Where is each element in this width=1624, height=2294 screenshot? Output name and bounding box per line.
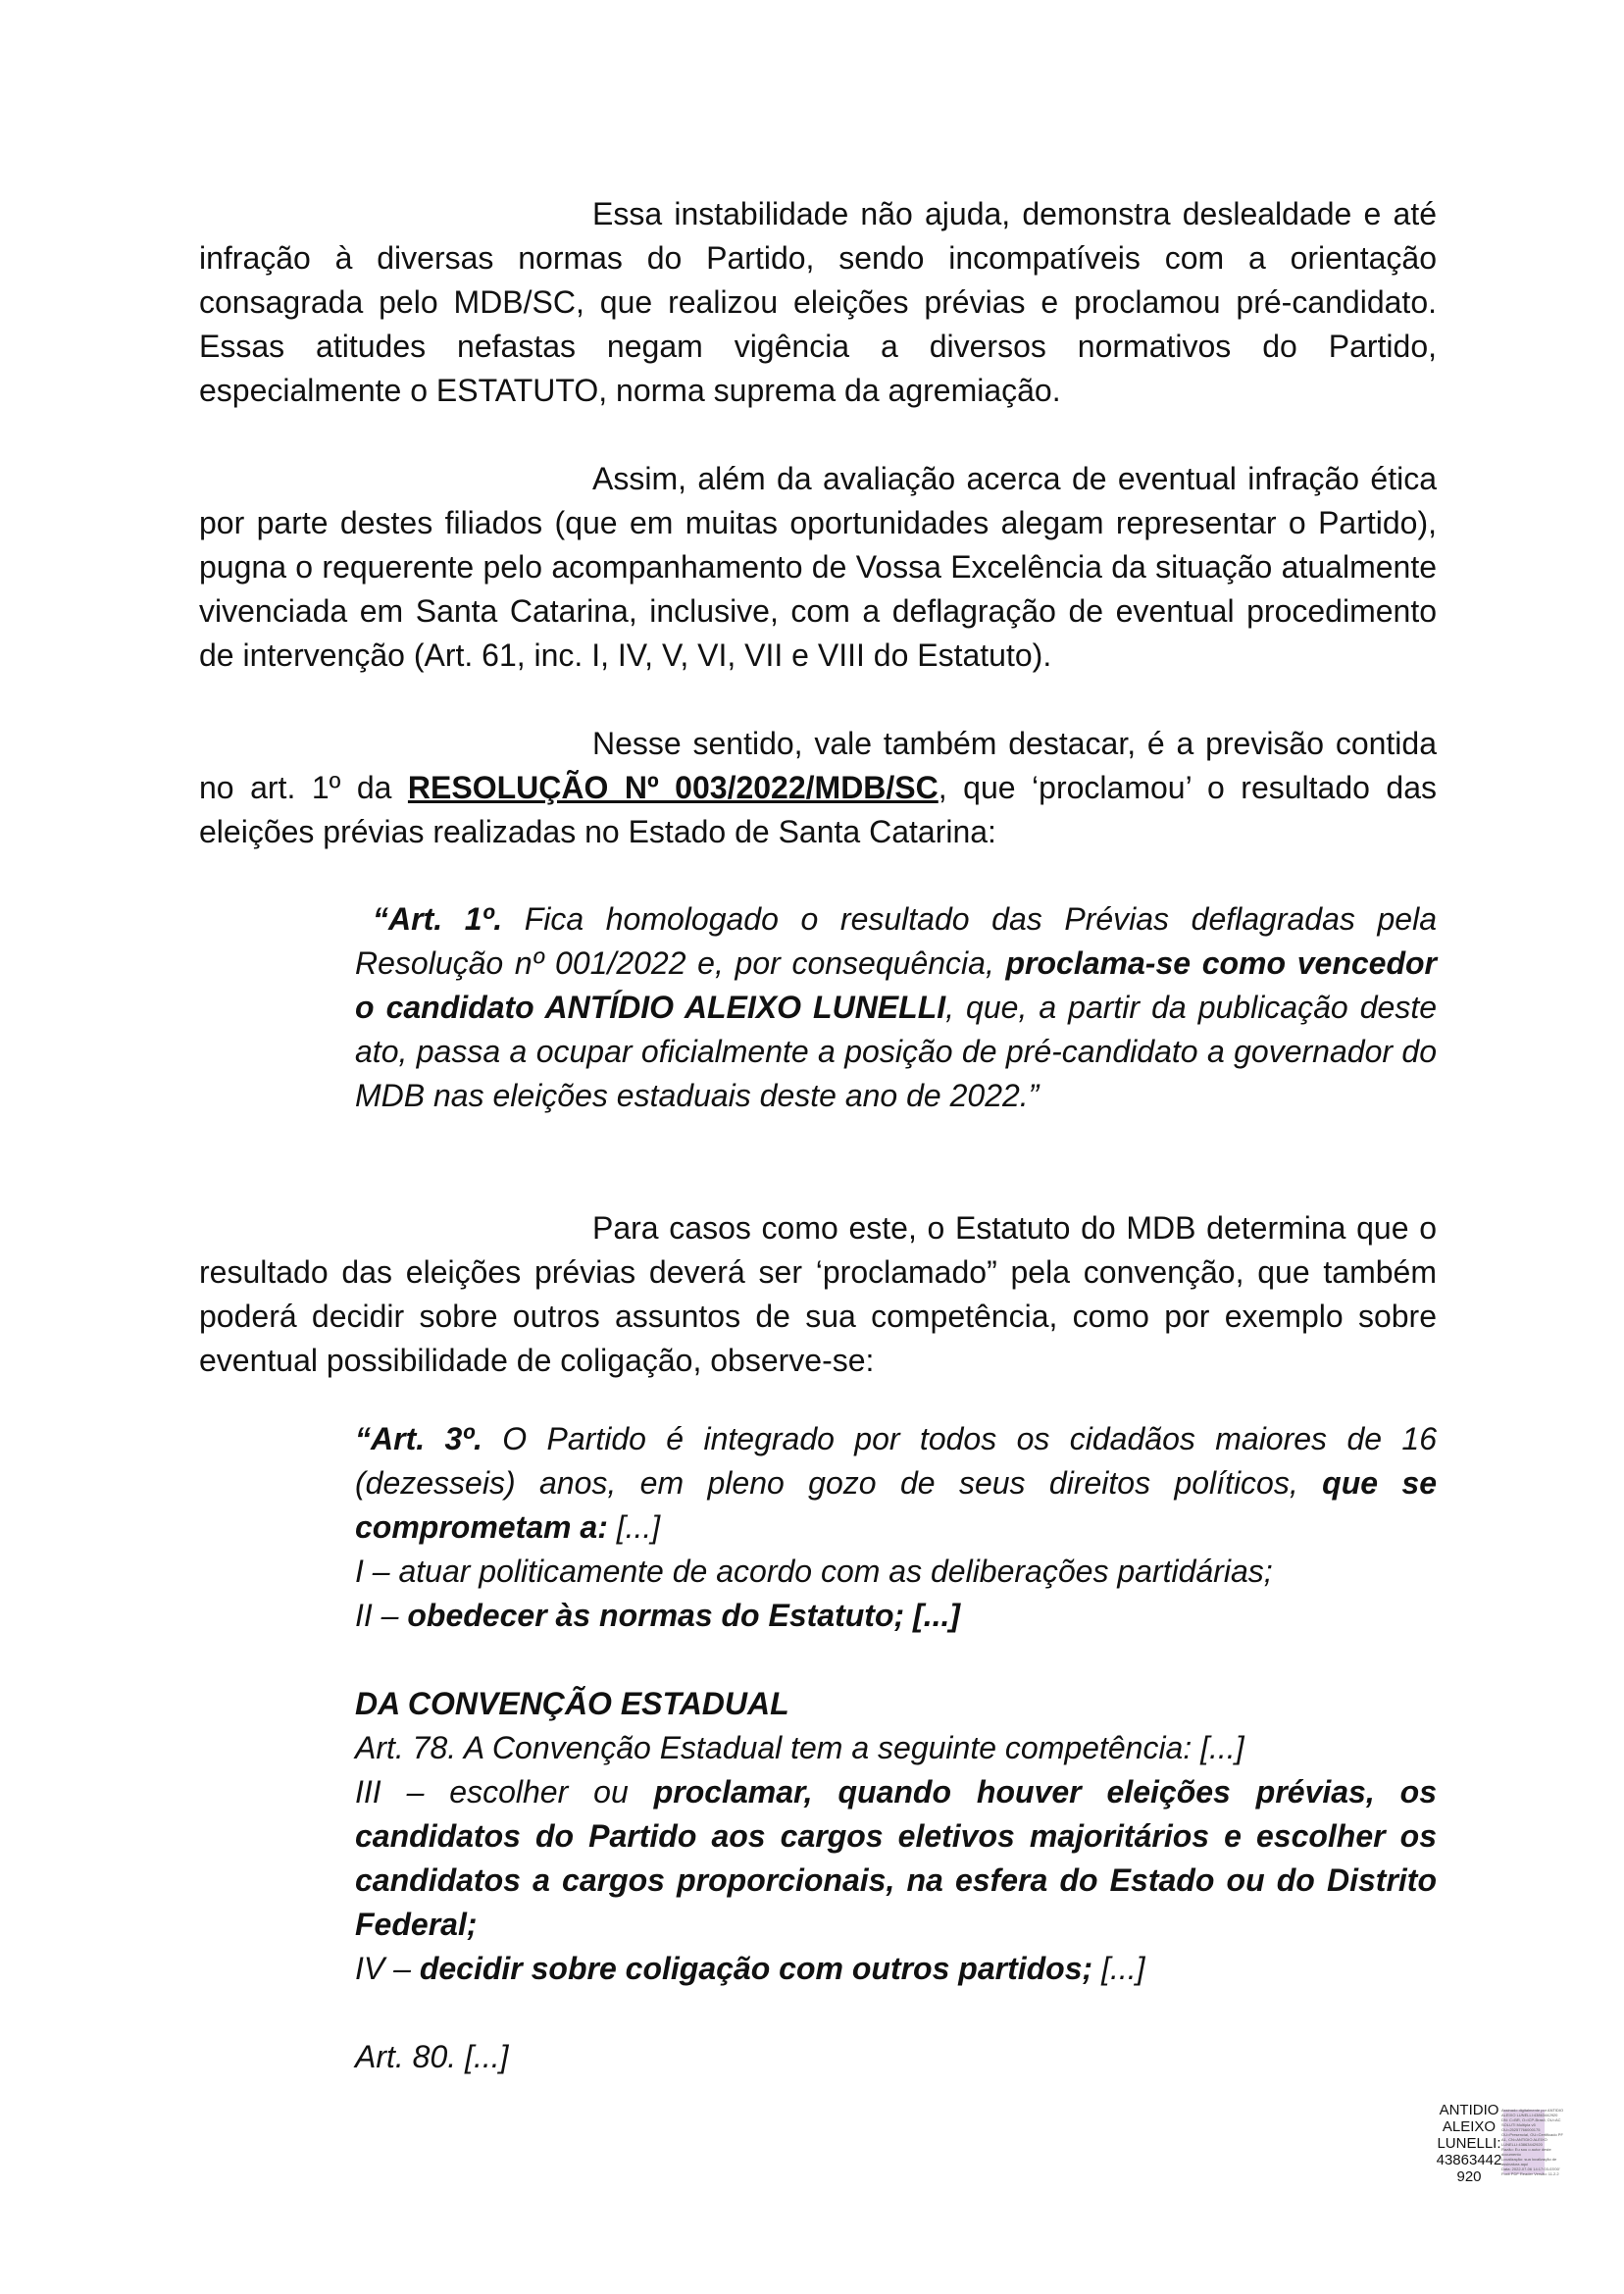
signature-detail-line: Assinado digitalmente por ANTIDIO xyxy=(1501,2108,1564,2113)
quote-art3 xyxy=(355,1417,1437,1550)
quote-item-1: I – atuar politicamente de acordo com as deliberações partidárias; xyxy=(355,1554,1273,1589)
quote-item-2 xyxy=(355,1594,1437,1638)
signature-name-line: LUNELLI: xyxy=(1437,2135,1501,2152)
quote-art80: Art. 80. [...] xyxy=(355,2039,509,2074)
quote-item-4-prefix: IV – xyxy=(355,1951,420,1986)
paragraph-resolution-before: Nesse sentido, vale também destacar, é a previsão contida no art. 1º da xyxy=(199,726,1437,805)
signature-name-line: ANTIDIO xyxy=(1439,2102,1499,2118)
signature-detail-line: assinatura aqui xyxy=(1501,2162,1529,2167)
quote-statute xyxy=(355,1417,1437,2079)
signature-name-line: 920 xyxy=(1456,2168,1482,2185)
quote-art3-text: O Partido é integrado por todos os cidadãos maiores de 16 (dezesseis) anos, em pleno gozo de seus direitos políticos, xyxy=(355,1421,1438,1501)
signature-detail-line: Razão: Eu sou o autor deste xyxy=(1501,2147,1551,2152)
quote-spacer-2 xyxy=(355,1991,1437,2035)
digital-signature xyxy=(1435,2102,1582,2185)
section-title: DA CONVENÇÃO ESTADUAL xyxy=(355,1686,789,1721)
quote-art78: Art. 78. A Convenção Estadual tem a seguinte competência: [...] xyxy=(355,1730,1244,1765)
quote-item-2-bold: obedecer às normas do Estatuto; [...] xyxy=(407,1598,961,1633)
quote-spacer xyxy=(355,1638,1437,1682)
signature-detail-line: ALEIXO LUNELLI:43863442920 xyxy=(1501,2113,1558,2117)
signature-detail-line: DN: C=BR, O=ICP-Brasil, OU=AC xyxy=(1501,2117,1561,2122)
signature-detail-line: Foxit PDF Reader Versão: 11.2.2 xyxy=(1501,2171,1559,2176)
signature-detail-line: OU=25257766000175 xyxy=(1501,2127,1541,2132)
quote-art3-label: “Art. 3º. xyxy=(355,1421,482,1456)
signature-detail-line: SOLUTI Multipla v5 xyxy=(1501,2122,1536,2127)
resolution-reference: RESOLUÇÃO Nº 003/2022/MDB/SC xyxy=(407,770,939,805)
quote-art1-text-a: Fica homologado o resultado das Prévias deflagradas pela Resolução nº 001/2022 e, por consequência, xyxy=(355,901,1438,981)
quote-art1-text-b: , que, a partir da publicação deste ato, passa a ocupar oficialmente a posição de pré-candidato a governador do MDB nas eleições estaduais deste ano de 2022.” xyxy=(355,990,1438,1113)
signature-details xyxy=(1501,2108,1580,2176)
quote-item-4 xyxy=(355,1947,1437,1991)
quote-item-2-prefix: II – xyxy=(355,1598,408,1633)
quote-item-4-bold: decidir sobre coligação com outros partidos; xyxy=(419,1951,1093,1986)
quote-art3-bold: que se comprometam a: xyxy=(355,1465,1438,1545)
signature-detail-line: LUNELLI:43863442920 xyxy=(1501,2142,1543,2147)
signature-detail-line: A1, CN=ANTIDIO ALEIXO xyxy=(1501,2137,1548,2142)
quote-art1 xyxy=(355,897,1437,1118)
paragraph-resolution-after: , que ‘proclamou’ o resultado das eleições prévias realizadas no Estado de Santa Catarina: xyxy=(199,770,1438,849)
paragraph-resolution xyxy=(199,722,1437,854)
quote-art3-end: [...] xyxy=(607,1509,661,1545)
signature-detail-line: Localização: sua localização de xyxy=(1501,2157,1557,2162)
paragraph-statute: Para casos como este, o Estatuto do MDB determina que o resultado das eleições prévias deverá ser ‘proclamado” pela convenção, que também poderá decidir sobre outros assuntos de sua competência, como por exemplo sobre eventual possibilidade de coligação, observe-se: xyxy=(199,1210,1437,1378)
quote-item-4-end: [...] xyxy=(1092,1951,1145,1986)
quote-item-3-bold: proclamar, quando houver eleições prévias, os candidatos do Partido aos cargos eletivos majoritários e escolher os candidatos a cargos proporcionais, na esfera do Estado ou do Distrito Federal; xyxy=(355,1774,1438,1942)
quote-art1-bold: proclama-se como vencedor o candidato ANTÍDIO ALEIXO LUNELLI xyxy=(355,945,1437,1025)
quote-art1-label: “Art. 1º. xyxy=(373,901,503,937)
signature-name-line: ALEIXO xyxy=(1442,2118,1497,2135)
paragraph-instability: Essa instabilidade não ajuda, demonstra deslealdade e até infração à diversas normas do Partido, sendo incompatíveis com a orientação consagrada pelo MDB/SC, que realizou eleições prévias e proclamou pré-candidato. Essas atitudes nefastas negam vigência a diversos normativos do Partido, especialmente o ESTATUTO, norma suprema da agremiação. xyxy=(199,196,1437,408)
signature-detail-line: OU=Presencial, OU=Certificado PF xyxy=(1501,2132,1563,2137)
quote-item-3 xyxy=(355,1770,1437,1947)
signature-detail-line: Data: 2022-07-06 14:17:03-03'00' xyxy=(1501,2167,1560,2171)
signature-name xyxy=(1435,2102,1503,2185)
paragraph-intervention-request: Assim, além da avaliação acerca de eventual infração ética por parte destes filiados (que em muitas oportunidades alegam representar o Partido), pugna o requerente pelo acompanhamento de Vossa Excelência da situação atualmente vivenciada em Santa Catarina, inclusive, com a deflagração de eventual procedimento de intervenção (Art. 61, inc. I, IV, V, VI, VII e VIII do Estatuto). xyxy=(199,461,1437,673)
signature-detail-line: documento xyxy=(1501,2152,1521,2157)
quote-item-3-prefix: III – escolher ou xyxy=(355,1774,654,1810)
signature-name-line: 43863442 xyxy=(1436,2152,1502,2168)
